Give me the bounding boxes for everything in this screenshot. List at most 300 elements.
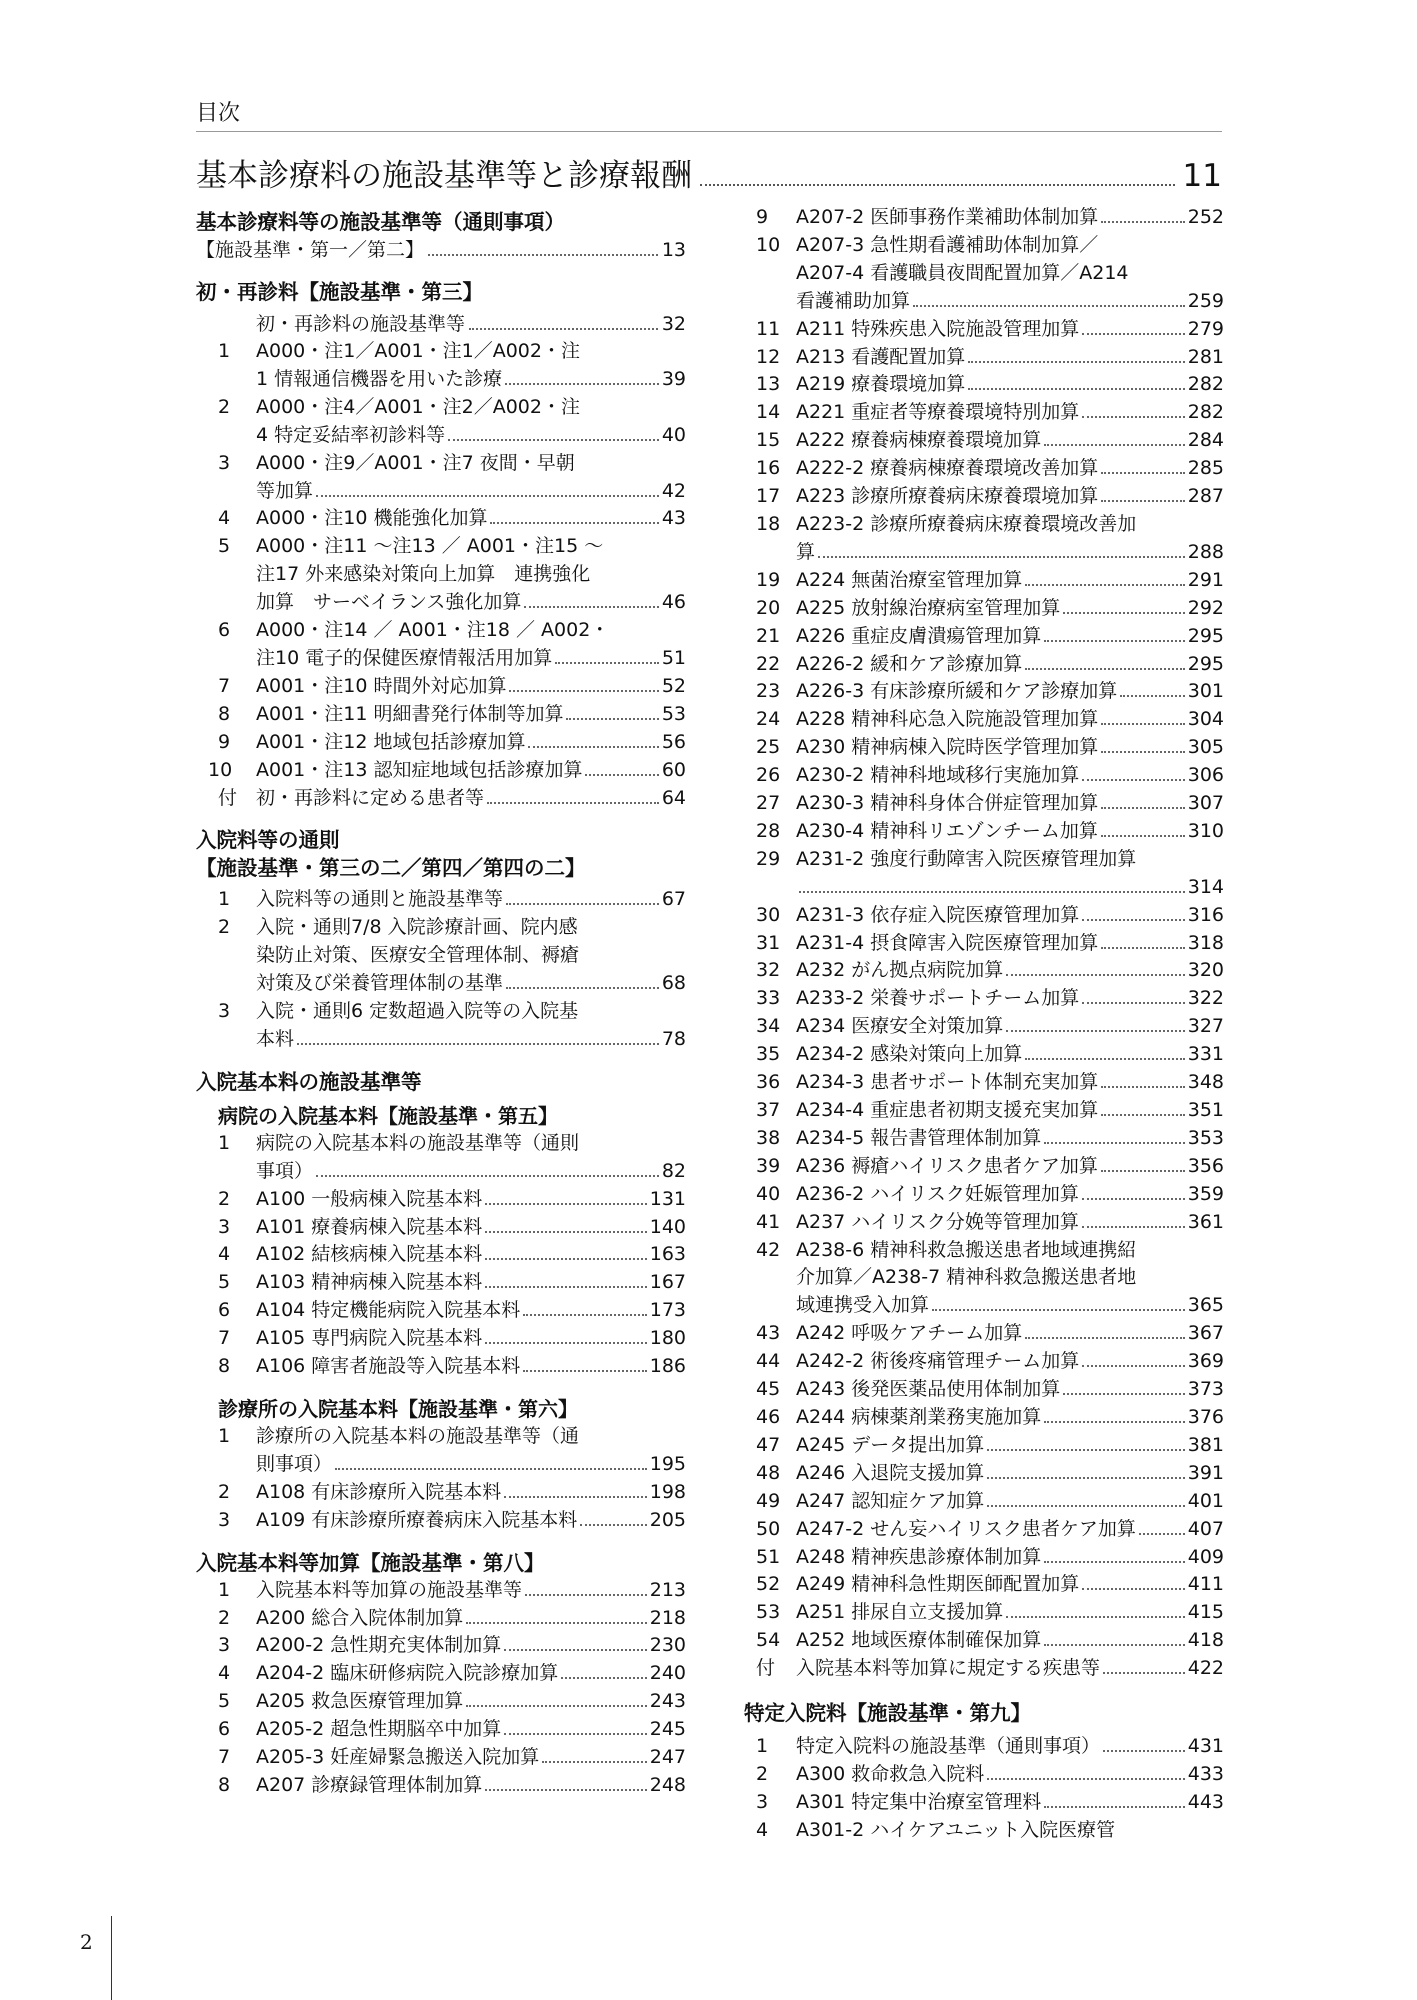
- leader-dots: [504, 1649, 646, 1651]
- toc-entry[interactable]: [744, 1544, 1224, 1572]
- toc-entry[interactable]: [744, 734, 1224, 762]
- entry-page: 284: [1187, 429, 1224, 452]
- leader-dots: [525, 1594, 647, 1596]
- leader-dots: [1101, 835, 1185, 837]
- leader-dots: [1063, 612, 1184, 614]
- toc-entry[interactable]: [744, 1181, 1224, 1209]
- toc-entry[interactable]: [196, 886, 686, 914]
- toc-entry[interactable]: [744, 623, 1224, 651]
- toc-left-column: [196, 204, 686, 1800]
- leader-dots: [485, 1286, 646, 1288]
- entry-number: 付: [218, 786, 238, 809]
- entry-text: A300 救命救急入院料: [796, 1762, 985, 1785]
- entry-number: 3: [218, 1215, 231, 1238]
- leader-dots: [1082, 1365, 1184, 1367]
- toc-entry[interactable]: [744, 1789, 1224, 1817]
- entry-page: 407: [1187, 1517, 1224, 1540]
- toc-entry[interactable]: [744, 1097, 1224, 1125]
- entry-page: 359: [1187, 1182, 1224, 1205]
- leader-dots: [987, 1778, 1184, 1780]
- toc-entry[interactable]: [196, 1660, 686, 1688]
- entry-page: 391: [1187, 1461, 1224, 1484]
- entry-page: 287: [1187, 485, 1224, 508]
- leader-dots: [1103, 1750, 1185, 1752]
- entry-text: 事項）: [256, 1159, 314, 1182]
- entry-text: A243 後発医薬品使用体制加算: [796, 1378, 1061, 1401]
- entry-page: 205: [649, 1508, 686, 1531]
- entry-number: 1: [218, 1131, 231, 1154]
- toc-entry[interactable]: [196, 310, 686, 338]
- entry-number: 13: [756, 373, 781, 396]
- leader-dots: [700, 184, 1175, 186]
- entry-page: 291: [1187, 568, 1224, 591]
- entry-text: 域連携受入加算: [796, 1294, 930, 1317]
- toc-entry[interactable]: [196, 617, 686, 673]
- entry-page: 307: [1187, 792, 1224, 815]
- toc-entry[interactable]: [196, 1688, 686, 1716]
- leader-dots: [1101, 723, 1184, 725]
- toc-entry[interactable]: [744, 1460, 1224, 1488]
- leader-dots: [968, 388, 1184, 390]
- entry-page: 195: [649, 1452, 686, 1475]
- entry-text: 【施設基準・第一／第二】: [196, 239, 425, 261]
- entry-text: 診療所の入院基本料の施設基準等（通: [256, 1425, 580, 1447]
- entry-page: 282: [1187, 401, 1224, 424]
- toc-entry[interactable]: [196, 1241, 686, 1269]
- entry-text: A301 特定集中治療室管理料: [796, 1790, 1042, 1813]
- toc-entry[interactable]: [744, 846, 1224, 902]
- toc-entry[interactable]: [744, 1237, 1224, 1321]
- leader-dots: [580, 1524, 646, 1526]
- toc-entry[interactable]: [196, 1325, 686, 1353]
- entry-text: A100 一般病棟入院基本料: [256, 1187, 483, 1210]
- toc-entry[interactable]: [744, 511, 1224, 567]
- entry-page: 42: [661, 479, 686, 502]
- entry-text: A301-2 ハイケアユニット入院医療管: [796, 1818, 1116, 1841]
- entry-number: 30: [756, 903, 781, 926]
- toc-entry[interactable]: [744, 790, 1224, 818]
- toc-entry[interactable]: [744, 1432, 1224, 1460]
- leader-dots: [316, 1175, 659, 1177]
- entry-number: 11: [756, 317, 781, 340]
- entry-number: 6: [218, 1299, 231, 1322]
- leader-dots: [504, 1496, 646, 1498]
- toc-entry[interactable]: [744, 902, 1224, 930]
- entry-text: A205-3 妊産婦緊急搬送入院加算: [256, 1746, 540, 1769]
- leader-dots: [485, 1203, 646, 1205]
- toc-right-column: [744, 204, 1224, 1845]
- toc-entry[interactable]: [196, 338, 686, 394]
- entry-list: [744, 1733, 1224, 1845]
- entry-text: A230-4 精神科リエゾンチーム加算: [796, 819, 1098, 842]
- toc-entry[interactable]: [196, 1744, 686, 1772]
- toc-entry[interactable]: [744, 232, 1224, 316]
- toc-entry[interactable]: [744, 567, 1224, 595]
- entry-page: 40: [661, 423, 686, 446]
- toc-entry[interactable]: [744, 762, 1224, 790]
- toc-entry[interactable]: [744, 595, 1224, 623]
- entry-text: A000・注4／A001・注2／A002・注: [256, 395, 580, 418]
- leader-dots: [506, 903, 659, 905]
- entry-page: 318: [1187, 931, 1224, 954]
- page-number: 2: [80, 1930, 93, 1954]
- running-header: 目次: [196, 101, 241, 126]
- entry-text: A236-2 ハイリスク妊娠管理加算: [796, 1182, 1079, 1205]
- entry-text: A207-3 急性期看護補助体制加算／: [796, 233, 1099, 256]
- toc-entry[interactable]: [744, 344, 1224, 372]
- toc-entry[interactable]: [196, 236, 686, 264]
- toc-entry[interactable]: [744, 1599, 1224, 1627]
- toc-entry[interactable]: [744, 316, 1224, 344]
- leader-dots: [1101, 1170, 1185, 1172]
- entry-text: A242 呼吸ケアチーム加算: [796, 1322, 1023, 1345]
- leader-dots: [1044, 640, 1184, 642]
- leader-dots: [1044, 1644, 1184, 1646]
- toc-entry[interactable]: [744, 1125, 1224, 1153]
- entry-text: A249 精神科急性期医師配置加算: [796, 1573, 1080, 1596]
- entry-text: A211 特殊疾患入院施設管理加算: [796, 317, 1080, 340]
- entry-number: 7: [218, 1746, 231, 1769]
- entry-page: 356: [1187, 1154, 1224, 1177]
- entry-page: 186: [649, 1355, 686, 1378]
- entry-text: 算: [796, 540, 816, 563]
- entry-number: 5: [218, 1690, 231, 1713]
- entry-text: A247-2 せん妄ハイリスク患者ケア加算: [796, 1517, 1136, 1540]
- entry-page: 381: [1187, 1433, 1224, 1456]
- entry-number: 10: [756, 233, 781, 256]
- entry-page: 279: [1187, 317, 1224, 340]
- entry-number: 35: [756, 1043, 781, 1066]
- entry-list: [196, 338, 686, 812]
- entry-number: 19: [756, 568, 781, 591]
- entry-text: A247 認知症ケア加算: [796, 1489, 985, 1512]
- toc-entry[interactable]: [744, 1627, 1224, 1655]
- toc-entry[interactable]: [196, 1772, 686, 1800]
- entry-number: 34: [756, 1015, 781, 1038]
- toc-entry[interactable]: [744, 1655, 1224, 1683]
- entry-page: 140: [649, 1215, 686, 1238]
- entry-page: 52: [661, 674, 686, 697]
- entry-text: A001・注12 地域包括診療加算: [256, 730, 526, 753]
- header-rule: [196, 131, 1222, 132]
- leader-dots: [1101, 500, 1184, 502]
- toc-entry[interactable]: [744, 1153, 1224, 1181]
- entry-number: 50: [756, 1517, 781, 1540]
- entry-page: 13: [661, 239, 686, 261]
- leader-dots: [1082, 333, 1184, 335]
- toc-entry[interactable]: [744, 1376, 1224, 1404]
- entry-number: 8: [218, 1773, 231, 1796]
- entry-page: 369: [1187, 1350, 1224, 1373]
- leader-dots: [466, 1705, 646, 1707]
- entry-number: 2: [218, 1480, 231, 1503]
- entry-number: 2: [218, 1187, 231, 1210]
- toc-entry[interactable]: [196, 1577, 686, 1605]
- entry-number: 2: [218, 916, 231, 939]
- entry-number: 7: [218, 674, 231, 697]
- entry-text: 入院料等の通則と施設基準等: [256, 888, 504, 911]
- entry-number: 1: [218, 888, 231, 911]
- entry-number: 16: [756, 457, 781, 480]
- entry-page: 305: [1187, 736, 1224, 759]
- leader-dots: [1025, 1058, 1184, 1060]
- entry-number: 31: [756, 931, 781, 954]
- toc-entry[interactable]: [196, 505, 686, 533]
- entry-number: 45: [756, 1378, 781, 1401]
- entry-number: 付: [756, 1657, 776, 1680]
- toc-entry[interactable]: [744, 930, 1224, 958]
- leader-dots: [585, 774, 658, 776]
- entry-text: A234-3 患者サポート体制充実加算: [796, 1071, 1099, 1094]
- entry-page: 401: [1187, 1489, 1224, 1512]
- toc-entry[interactable]: [744, 455, 1224, 483]
- entry-text: A230-3 精神科身体合併症管理加算: [796, 792, 1099, 815]
- toc-entry[interactable]: [196, 1353, 686, 1381]
- leader-dots: [466, 1622, 646, 1624]
- entry-number: 51: [756, 1545, 781, 1568]
- leader-dots: [1082, 779, 1184, 781]
- entry-text: 初・再診料に定める患者等: [256, 786, 485, 809]
- entry-number: 36: [756, 1071, 781, 1094]
- section-title: 入院基本料等加算【施設基準・第八】: [196, 1550, 545, 1575]
- leader-dots: [485, 1231, 646, 1233]
- entry-text: A109 有床診療所療養病床入院基本料: [256, 1508, 578, 1531]
- toc-entry[interactable]: [744, 651, 1224, 679]
- toc-entry[interactable]: [196, 914, 686, 998]
- leader-dots: [987, 1505, 1184, 1507]
- leader-dots: [528, 746, 658, 748]
- entry-number: 27: [756, 792, 781, 815]
- entry-text: A231-4 摂食障害入院医療管理加算: [796, 931, 1099, 954]
- entry-text: A200 総合入院体制加算: [256, 1606, 464, 1629]
- entry-number: 4: [218, 507, 231, 530]
- toc-entry[interactable]: [744, 678, 1224, 706]
- entry-page: 422: [1187, 1657, 1224, 1680]
- toc-entry[interactable]: [744, 985, 1224, 1013]
- toc-entry[interactable]: [744, 1348, 1224, 1376]
- toc-entry[interactable]: [744, 399, 1224, 427]
- entry-page: 418: [1187, 1629, 1224, 1652]
- entry-text: 染防止対策、医療安全管理体制、褥瘡: [256, 944, 580, 967]
- entry-page: 304: [1187, 708, 1224, 731]
- entry-text: A230 精神病棟入院時医学管理加算: [796, 736, 1099, 759]
- toc-entry[interactable]: [196, 998, 686, 1054]
- entry-page: 198: [649, 1480, 686, 1503]
- entry-number: 1: [756, 1735, 769, 1758]
- entry-text: A234-4 重症患者初期支援充実加算: [796, 1099, 1099, 1121]
- entry-page: 213: [649, 1578, 686, 1601]
- toc-entry[interactable]: [744, 1733, 1224, 1761]
- toc-entry[interactable]: [196, 1186, 686, 1214]
- entry-number: 4: [756, 1818, 769, 1841]
- entry-page: 431: [1187, 1735, 1224, 1758]
- entry-text: 入院・通則7/8 入院診療計画、院内感: [256, 916, 578, 939]
- entry-number: 25: [756, 736, 781, 759]
- entry-page: 376: [1187, 1405, 1224, 1428]
- toc-entry[interactable]: [196, 673, 686, 701]
- entry-text: A000・注11 〜注13 ／ A001・注15 〜: [256, 535, 604, 558]
- toc-entry[interactable]: [744, 427, 1224, 455]
- entry-page: 247: [649, 1746, 686, 1769]
- entry-number: 20: [756, 596, 781, 619]
- entry-number: 43: [756, 1322, 781, 1345]
- toc-entry[interactable]: [744, 818, 1224, 846]
- entry-page: 180: [649, 1327, 686, 1350]
- leader-dots: [1101, 472, 1184, 474]
- leader-dots: [1101, 221, 1184, 223]
- entry-list: [196, 886, 686, 1053]
- leader-dots: [487, 802, 659, 804]
- leader-dots: [987, 1449, 1184, 1451]
- toc-entry[interactable]: [196, 1297, 686, 1325]
- entry-text: A226 重症皮膚潰瘍管理加算: [796, 624, 1042, 647]
- leader-dots: [1006, 974, 1184, 976]
- entry-page: 60: [661, 758, 686, 781]
- toc-entry[interactable]: [744, 1041, 1224, 1069]
- toc-entry[interactable]: [196, 729, 686, 757]
- toc-entry[interactable]: [744, 1069, 1224, 1097]
- entry-number: 40: [756, 1182, 781, 1205]
- toc-entry[interactable]: [196, 1507, 686, 1535]
- leader-dots: [448, 439, 659, 441]
- toc-entry[interactable]: [196, 1423, 686, 1479]
- entry-text: A213 看護配置加算: [796, 345, 966, 368]
- toc-entry[interactable]: [196, 1479, 686, 1507]
- toc-entry[interactable]: [196, 1605, 686, 1633]
- leader-dots: [932, 1309, 1185, 1311]
- entry-text: A233-2 栄養サポートチーム加算: [796, 987, 1080, 1010]
- toc-entry[interactable]: [196, 450, 686, 506]
- entry-text: A000・注10 機能強化加算: [256, 507, 488, 530]
- toc-entry[interactable]: [196, 1214, 686, 1242]
- entry-number: 23: [756, 680, 781, 703]
- leader-dots: [485, 1342, 646, 1344]
- entry-number: 42: [756, 1238, 781, 1261]
- chapter-title[interactable]: [196, 150, 1222, 194]
- toc-entry[interactable]: [744, 204, 1224, 232]
- entry-page: 78: [661, 1027, 686, 1050]
- entry-page: 82: [661, 1159, 686, 1182]
- entry-number: 2: [218, 1606, 231, 1629]
- entry-text: A234 医療安全対策加算: [796, 1015, 1004, 1038]
- leader-dots: [1063, 1393, 1184, 1395]
- entry-number: 1: [218, 1425, 231, 1447]
- toc-entry[interactable]: [196, 1269, 686, 1297]
- entry-number: 33: [756, 987, 781, 1010]
- entry-list: [196, 1577, 686, 1800]
- entry-number: 6: [218, 1718, 231, 1741]
- entry-text: A234-5 報告書管理体制加算: [796, 1126, 1042, 1149]
- leader-dots: [1044, 1561, 1184, 1563]
- entry-text: A234-2 感染対策向上加算: [796, 1043, 1023, 1066]
- toc-entry[interactable]: [744, 1404, 1224, 1432]
- entry-number: 41: [756, 1210, 781, 1233]
- leader-dots: [542, 1761, 646, 1763]
- leader-dots: [1082, 919, 1184, 921]
- entry-page: 282: [1187, 373, 1224, 396]
- entry-list: [196, 1130, 686, 1381]
- toc-entry[interactable]: [196, 1632, 686, 1660]
- entry-text: 4 特定妥結率初診料等: [256, 423, 446, 446]
- entry-number: 4: [218, 1243, 231, 1266]
- entry-number: 3: [218, 451, 231, 474]
- entry-text: 等加算: [256, 479, 314, 502]
- entry-number: 46: [756, 1405, 781, 1428]
- leader-dots: [506, 987, 659, 989]
- toc-entry[interactable]: [196, 757, 686, 785]
- entry-text: A245 データ提出加算: [796, 1433, 985, 1456]
- entry-page: 409: [1187, 1545, 1224, 1568]
- entry-number: 39: [756, 1154, 781, 1177]
- entry-text: A205-2 超急性期脳卒中加算: [256, 1718, 502, 1741]
- entry-text: A224 無菌治療室管理加算: [796, 568, 1023, 591]
- entry-text: A001・注11 明細書発行体制等加算: [256, 702, 564, 725]
- toc-entry[interactable]: [744, 1488, 1224, 1516]
- toc-entry[interactable]: [744, 1571, 1224, 1599]
- entry-text: A207-4 看護職員夜間配置加算／A214: [796, 261, 1129, 284]
- toc-entry[interactable]: [196, 785, 686, 813]
- toc-entry[interactable]: [196, 1130, 686, 1186]
- entry-number: 48: [756, 1461, 781, 1484]
- entry-number: 53: [756, 1601, 781, 1624]
- entry-page: 245: [649, 1718, 686, 1741]
- toc-entry[interactable]: [196, 1716, 686, 1744]
- entry-number: 17: [756, 485, 781, 508]
- toc-entry[interactable]: [196, 394, 686, 450]
- toc-entry[interactable]: [744, 483, 1224, 511]
- entry-page: 295: [1187, 624, 1224, 647]
- entry-number: 24: [756, 708, 781, 731]
- toc-entry[interactable]: [744, 1320, 1224, 1348]
- leader-dots: [490, 522, 658, 524]
- entry-text: A244 病棟薬剤業務実施加算: [796, 1405, 1042, 1428]
- chapter-page: 11: [1182, 158, 1222, 194]
- entry-number: 7: [218, 1327, 231, 1350]
- leader-dots: [523, 1314, 646, 1316]
- leader-dots: [566, 718, 658, 720]
- toc-entry[interactable]: [744, 1817, 1224, 1845]
- entry-page: 173: [649, 1299, 686, 1322]
- entry-text: 則事項）: [256, 1452, 333, 1475]
- toc-entry[interactable]: [196, 533, 686, 617]
- leader-dots: [485, 1258, 646, 1260]
- toc-entry[interactable]: [744, 1761, 1224, 1789]
- entry-number: 26: [756, 764, 781, 787]
- leader-dots: [1101, 1086, 1184, 1088]
- leader-dots: [509, 690, 658, 692]
- toc-entry[interactable]: [744, 1013, 1224, 1041]
- entry-text: A200-2 急性期充実体制加算: [256, 1634, 502, 1657]
- leader-dots: [1006, 1030, 1184, 1032]
- toc-entry[interactable]: [744, 957, 1224, 985]
- entry-number: 3: [218, 1634, 231, 1657]
- entry-number: 10: [208, 758, 233, 781]
- leader-dots: [1025, 1337, 1184, 1339]
- entry-number: 9: [218, 730, 231, 753]
- toc-entry[interactable]: [744, 371, 1224, 399]
- entry-page: 433: [1187, 1762, 1224, 1785]
- entry-text: A248 精神疾患診療体制加算: [796, 1545, 1042, 1568]
- entry-text: A000・注9／A001・注7 夜間・早朝: [256, 451, 575, 474]
- toc-entry[interactable]: [196, 701, 686, 729]
- entry-page: 218: [649, 1606, 686, 1629]
- entry-page: 322: [1187, 987, 1224, 1010]
- entry-page: 51: [661, 646, 686, 669]
- toc-entry[interactable]: [744, 1209, 1224, 1237]
- toc-entry[interactable]: [744, 1516, 1224, 1544]
- entry-number: 8: [218, 702, 231, 725]
- toc-entry[interactable]: [744, 706, 1224, 734]
